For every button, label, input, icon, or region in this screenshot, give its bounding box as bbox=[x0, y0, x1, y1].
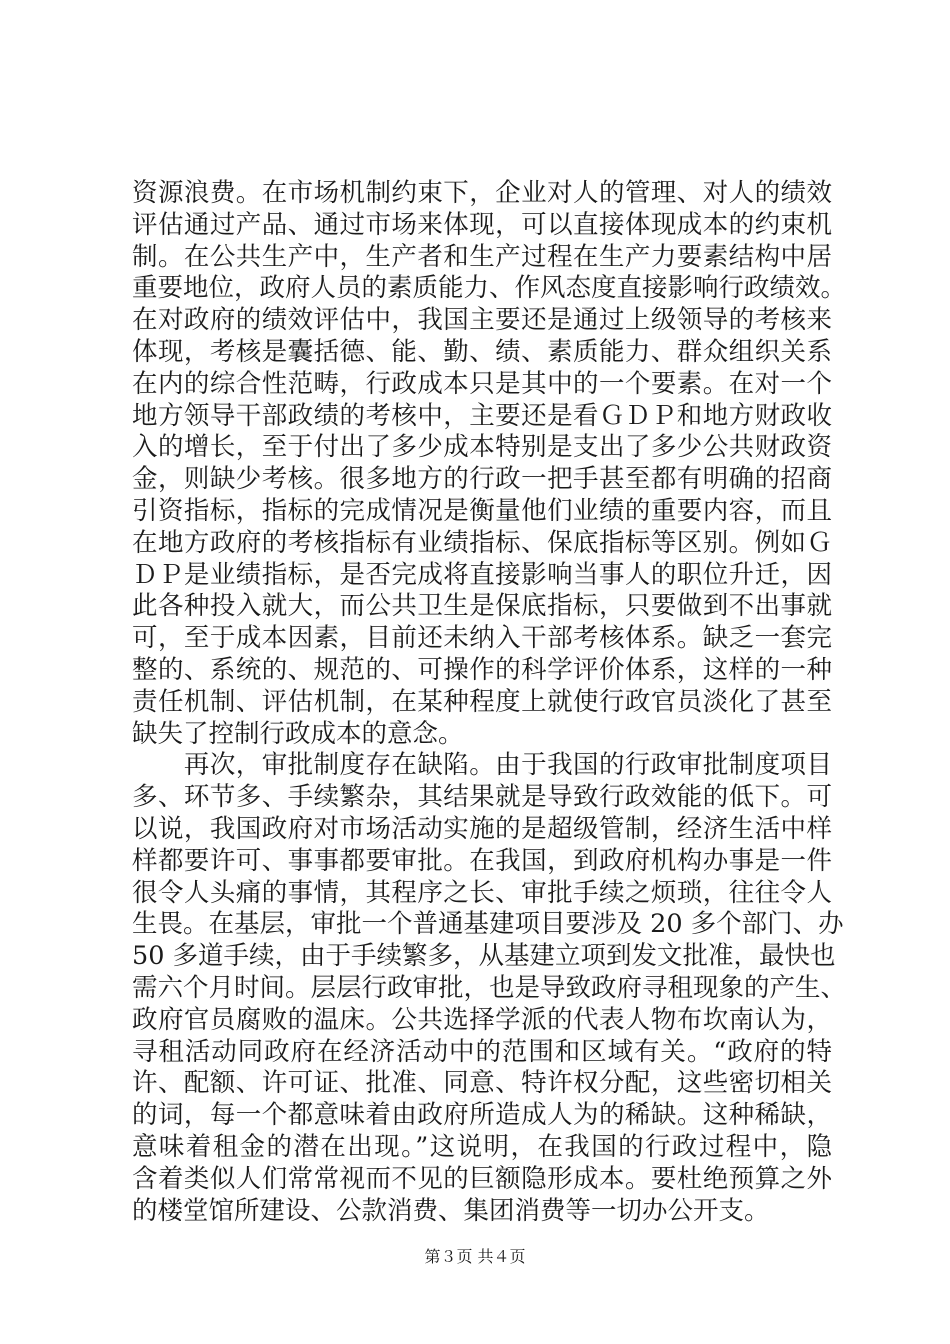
text-line: 可，至于成本因素，目前还未纳入干部考核体系。缺乏一套完 bbox=[132, 623, 832, 654]
text-line: 制。在公共生产中，生产者和生产过程在生产力要素结构中居 bbox=[132, 241, 832, 272]
text-line: 许、配额、许可证、批准、同意、特许权分配，这些密切相关 bbox=[132, 1068, 832, 1099]
text-line: 入的增长，至于付出了多少成本特别是支出了多少公共财政资 bbox=[132, 432, 832, 463]
text-line: 体现，考核是囊括德、能、勤、绩、素质能力、群众组织关系 bbox=[132, 336, 832, 367]
text-line: 评估通过产品、通过市场来体现，可以直接体现成本的约束机 bbox=[132, 209, 832, 240]
text-line: 再次，审批制度存在缺陷。由于我国的行政审批制度项目 bbox=[132, 750, 832, 781]
text-line: 地方领导干部政绩的考核中，主要还是看ＧＤＰ和地方财政收 bbox=[132, 400, 832, 431]
text-line: 金，则缺少考核。很多地方的行政一把手甚至都有明确的招商 bbox=[132, 464, 832, 495]
text-line: 的楼堂馆所建设、公款消费、集团消费等一切办公开支。 bbox=[132, 1195, 770, 1226]
text-line: 很令人头痛的事情，其程序之长、审批手续之烦琐，往往令人 bbox=[132, 877, 832, 908]
text-line: 在对政府的绩效评估中，我国主要还是通过上级领导的考核来 bbox=[132, 305, 832, 336]
text-line: 样都要许可、事事都要审批。在我国，到政府机构办事是一件 bbox=[132, 845, 832, 876]
text-line: 缺失了控制行政成本的意念。 bbox=[132, 718, 464, 749]
text-line: 50 多道手续，由于手续繁多，从基建立项到发文批准，最快也 bbox=[132, 941, 836, 972]
text-line: 生畏。在基层，审批一个普通基建项目要涉及 20 多个部门、办 bbox=[132, 909, 844, 940]
text-line: 政府官员腐败的温床。公共选择学派的代表人物布坎南认为， bbox=[132, 1004, 832, 1035]
text-line: 此各种投入就大，而公共卫生是保底指标，只要做到不出事就 bbox=[132, 591, 832, 622]
text-line: 含着类似人们常常视而不见的巨额隐形成本。要杜绝预算之外 bbox=[132, 1163, 832, 1194]
text-line: 多、环节多、手续繁杂，其结果就是导致行政效能的低下。可 bbox=[132, 782, 832, 813]
text-line: 在地方政府的考核指标有业绩指标、保底指标等区别。例如Ｇ bbox=[132, 527, 832, 558]
text-line: 的词，每一个都意味着由政府所造成人为的稀缺。这种稀缺， bbox=[132, 1100, 832, 1131]
text-line: 以说，我国政府对市场活动实施的是超级管制，经济生活中样 bbox=[132, 813, 832, 844]
text-line: 整的、系统的、规范的、可操作的科学评价体系，这样的一种 bbox=[132, 654, 832, 685]
text-line: 责任机制、评估机制，在某种程度上就使行政官员淡化了甚至 bbox=[132, 686, 832, 717]
text-line: ＤＰ是业绩指标，是否完成将直接影响当事人的职位升迁，因 bbox=[132, 559, 832, 590]
page-footer: 第３页 共４页 bbox=[424, 1247, 526, 1266]
body-text bbox=[132, 178, 847, 1227]
text-line: 意味着租金的潜在出现。”这说明，在我国的行政过程中，隐 bbox=[132, 1131, 832, 1162]
text-line: 重要地位，政府人员的素质能力、作风态度直接影响行政绩效。 bbox=[132, 273, 847, 304]
text-line: 引资指标，指标的完成情况是衡量他们业绩的重要内容，而且 bbox=[132, 495, 832, 526]
text-line: 需六个月时间。层层行政审批，也是导致政府寻租现象的产生、 bbox=[132, 972, 847, 1003]
text-line: 寻租活动同政府在经济活动中的范围和区域有关。“政府的特 bbox=[132, 1036, 832, 1067]
text-line: 资源浪费。在市场机制约束下，企业对人的管理、对人的绩效 bbox=[132, 178, 832, 208]
text-line: 在内的综合性范畴，行政成本只是其中的一个要素。在对一个 bbox=[132, 368, 832, 399]
